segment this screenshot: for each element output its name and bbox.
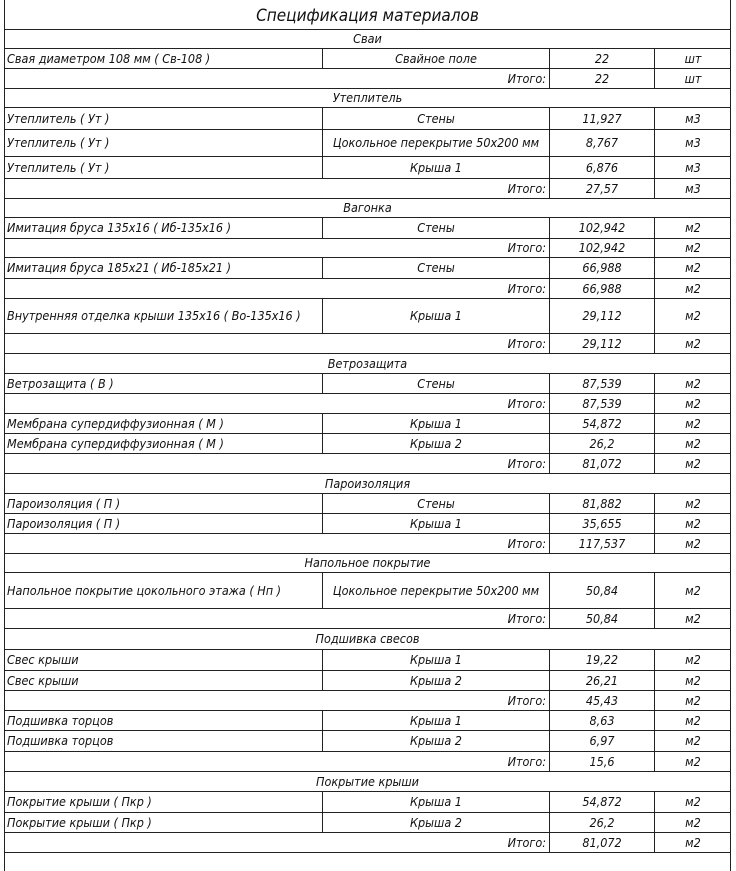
total-label: Итого:: [507, 535, 546, 551]
total-label: Итого:: [507, 70, 546, 86]
location-cell: Крыша 1: [322, 298, 549, 333]
material-name: Покрытие крыши ( Пкр ): [7, 794, 152, 809]
quantity-cell: 102,942: [549, 217, 654, 238]
material-row: [4, 156, 731, 178]
total-label: Итого:: [507, 692, 546, 708]
section-header-row: [4, 198, 731, 217]
location-cell: Стены: [322, 373, 549, 393]
quantity-cell: 66,988: [549, 257, 654, 278]
total-label: Итого:: [507, 455, 546, 471]
section-header-row: [4, 628, 731, 649]
quantity-cell: 19,22: [549, 649, 654, 670]
section-header-row: [4, 353, 731, 373]
quantity-cell: 35,655: [549, 513, 654, 533]
material-row: [4, 513, 731, 533]
material-row: [4, 649, 731, 670]
total-label: Итого:: [507, 610, 546, 626]
unit-cell: м3: [654, 107, 731, 129]
location-cell: Стены: [322, 107, 549, 129]
unit-cell: м2: [654, 572, 731, 608]
section-title: Ветрозащита: [327, 355, 408, 371]
total-row: [4, 608, 731, 628]
section-title: Напольное покрытие: [304, 555, 431, 570]
material-row: [4, 373, 731, 393]
section-header-row: [4, 473, 731, 493]
total-row: [4, 832, 731, 852]
material-name: Подшивка торцов: [7, 733, 114, 748]
unit-cell: м2: [654, 278, 731, 298]
quantity-cell: 6,97: [549, 730, 654, 751]
total-row: [4, 690, 731, 710]
total-label: Итого:: [507, 240, 546, 255]
location-cell: Крыша 1: [322, 710, 549, 730]
material-row: [4, 298, 731, 333]
total-label: Итого:: [507, 834, 546, 850]
total-quantity: 102,942: [549, 238, 654, 257]
unit-cell: м2: [654, 751, 731, 771]
material-row: [4, 812, 731, 832]
material-row: [4, 129, 731, 156]
total-quantity: 81,072: [549, 832, 654, 852]
location-cell: Крыша 2: [322, 433, 549, 453]
quantity-cell: 26,21: [549, 670, 654, 690]
unit-cell: м3: [654, 129, 731, 156]
unit-cell: шт: [654, 48, 731, 68]
row-divider: [4, 852, 731, 853]
total-row: [4, 68, 731, 88]
total-row: [4, 278, 731, 298]
unit-cell: м2: [654, 298, 731, 333]
location-cell: Крыша 1: [322, 649, 549, 670]
material-row: [4, 48, 731, 68]
unit-cell: м2: [654, 393, 731, 413]
location-cell: Крыша 1: [322, 513, 549, 533]
unit-cell: м2: [654, 433, 731, 453]
unit-cell: м2: [654, 832, 731, 852]
material-name: Свая диаметром 108 мм ( Св-108 ): [7, 50, 211, 66]
location-cell: Крыша 2: [322, 812, 549, 832]
unit-cell: м2: [654, 649, 731, 670]
total-quantity: 22: [549, 68, 654, 88]
unit-cell: м2: [654, 533, 731, 553]
unit-cell: м2: [654, 333, 731, 353]
total-label: Итого:: [507, 335, 546, 351]
material-name: Ветрозащита ( В ): [7, 375, 114, 391]
section-title: Подшивка свесов: [315, 631, 420, 646]
material-row: [4, 217, 731, 238]
total-quantity: 45,43: [549, 690, 654, 710]
material-name: Напольное покрытие цокольного этажа ( Нп ): [7, 582, 282, 598]
material-row: [4, 257, 731, 278]
total-label: Итого:: [507, 180, 546, 196]
section-title: Утеплитель: [332, 90, 403, 105]
material-name: Пароизоляция ( П ): [7, 495, 121, 511]
unit-cell: м2: [654, 257, 731, 278]
material-row: [4, 730, 731, 751]
material-name: Мембрана супердиффузионная ( М ): [7, 435, 224, 451]
location-cell: Цокольное перекрытие 50х200 мм: [322, 572, 549, 608]
quantity-cell: 11,927: [549, 107, 654, 129]
unit-cell: м2: [654, 217, 731, 238]
section-header-row: [4, 29, 731, 48]
unit-cell: м2: [654, 791, 731, 812]
total-quantity: 81,072: [549, 453, 654, 473]
total-quantity: 29,112: [549, 333, 654, 353]
total-quantity: 27,57: [549, 178, 654, 198]
quantity-cell: 8,767: [549, 129, 654, 156]
material-name: Мембрана супердиффузионная ( М ): [7, 415, 224, 431]
unit-cell: м2: [654, 670, 731, 690]
material-row: [4, 493, 731, 513]
location-cell: Крыша 2: [322, 730, 549, 751]
unit-cell: м2: [654, 690, 731, 710]
material-name: Утеплитель ( Ут ): [7, 135, 110, 150]
quantity-cell: 22: [549, 48, 654, 68]
material-row: [4, 670, 731, 690]
total-label: Итого:: [507, 395, 546, 411]
material-row: [4, 433, 731, 453]
location-cell: Стены: [322, 217, 549, 238]
unit-cell: м2: [654, 710, 731, 730]
quantity-cell: 26,2: [549, 433, 654, 453]
material-row: [4, 107, 731, 129]
total-quantity: 66,988: [549, 278, 654, 298]
location-cell: Крыша 1: [322, 156, 549, 178]
total-label: Итого:: [507, 753, 546, 769]
section-header-row: [4, 553, 731, 572]
material-name: Свес крыши: [7, 652, 79, 667]
total-row: [4, 393, 731, 413]
material-name: Внутренняя отделка крыши 135х16 ( Во-135х16 ): [7, 308, 301, 323]
location-cell: Крыша 1: [322, 413, 549, 433]
title-row: [4, 3, 731, 29]
total-quantity: 15,6: [549, 751, 654, 771]
total-row: [4, 238, 731, 257]
total-row: [4, 333, 731, 353]
quantity-cell: 50,84: [549, 572, 654, 608]
quantity-cell: 81,882: [549, 493, 654, 513]
total-row: [4, 751, 731, 771]
material-name: Подшивка торцов: [7, 712, 114, 728]
quantity-cell: 26,2: [549, 812, 654, 832]
unit-cell: м2: [654, 812, 731, 832]
total-row: [4, 453, 731, 473]
location-cell: Цокольное перекрытие 50х200 мм: [322, 129, 549, 156]
quantity-cell: 54,872: [549, 791, 654, 812]
quantity-cell: 54,872: [549, 413, 654, 433]
unit-cell: шт: [654, 68, 731, 88]
material-row: [4, 710, 731, 730]
material-name: Имитация бруса 185х21 ( Иб-185х21 ): [7, 260, 232, 275]
section-title: Вагонка: [343, 200, 392, 215]
unit-cell: м2: [654, 513, 731, 533]
unit-cell: м2: [654, 608, 731, 628]
unit-cell: м2: [654, 373, 731, 393]
unit-cell: м3: [654, 178, 731, 198]
quantity-cell: 29,112: [549, 298, 654, 333]
total-quantity: 50,84: [549, 608, 654, 628]
unit-cell: м3: [654, 156, 731, 178]
quantity-cell: 87,539: [549, 373, 654, 393]
unit-cell: м2: [654, 413, 731, 433]
quantity-cell: 6,876: [549, 156, 654, 178]
page-title: Спецификация материалов: [256, 6, 479, 26]
section-header-row: [4, 88, 731, 107]
section-header-row: [4, 771, 731, 791]
location-cell: Крыша 1: [322, 791, 549, 812]
location-cell: Стены: [322, 493, 549, 513]
location-cell: Стены: [322, 257, 549, 278]
total-quantity: 117,537: [549, 533, 654, 553]
material-name: Имитация бруса 135х16 ( Иб-135х16 ): [7, 220, 232, 235]
total-row: [4, 533, 731, 553]
material-name: Утеплитель ( Ут ): [7, 110, 110, 126]
quantity-cell: 8,63: [549, 710, 654, 730]
section-title: Пароизоляция: [324, 475, 411, 491]
material-name: Утеплитель ( Ут ): [7, 159, 110, 175]
unit-cell: м2: [654, 453, 731, 473]
material-row: [4, 572, 731, 608]
total-label: Итого:: [507, 280, 546, 296]
material-name: Свес крыши: [7, 672, 79, 688]
material-row: [4, 791, 731, 812]
unit-cell: м2: [654, 493, 731, 513]
total-row: [4, 178, 731, 198]
material-name: Покрытие крыши ( Пкр ): [7, 814, 152, 830]
location-cell: Свайное поле: [322, 48, 549, 68]
total-quantity: 87,539: [549, 393, 654, 413]
section-title: Сваи: [353, 31, 382, 46]
material-name: Пароизоляция ( П ): [7, 515, 121, 531]
location-cell: Крыша 2: [322, 670, 549, 690]
section-title: Покрытие крыши: [316, 773, 419, 789]
material-row: [4, 413, 731, 433]
unit-cell: м2: [654, 238, 731, 257]
unit-cell: м2: [654, 730, 731, 751]
